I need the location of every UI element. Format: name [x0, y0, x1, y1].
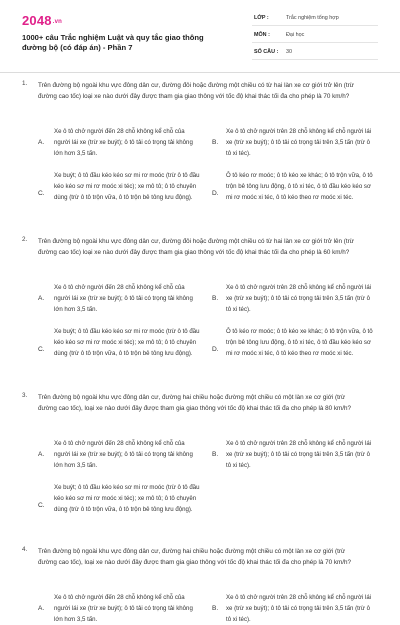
option-text: Xe buýt; ô tô đầu kéo kéo sơ mi rơ moóc (trừ ô tô đầu kéo kéo sơ mi rơ moóc xi téc); xe mô tô; ô tô chuyên dùng (trừ ô tô trộn vữa, ô tô trộn bê tông lưu động).	[54, 172, 200, 201]
option-letter: D.	[212, 190, 219, 197]
meta-label: SỐ CÂU :	[254, 49, 279, 55]
option-text: Xe ô tô chở người trên 28 chỗ không kể chỗ người lái xe (trừ xe buýt); ô tô tải có trọng tải trên 3,5 tấn (trừ ô tô xi téc).	[226, 128, 372, 157]
meta-value: 30	[286, 49, 292, 55]
meta-value: Đại học	[286, 32, 305, 38]
option-letter: A.	[38, 605, 45, 612]
meta-value: Trắc nghiệm tổng hợp	[286, 15, 339, 21]
meta-label: LỚP :	[254, 15, 269, 21]
meta-row-class	[252, 10, 378, 26]
option-text: Xe ô tô chở người đến 28 chỗ không kể chỗ của người lái xe (trừ xe buýt); ô tô tải có trọng tải không lớn hơn 3,5 tấn.	[54, 284, 193, 313]
option-text: Xe ô tô chở người đến 28 chỗ không kể chỗ của người lái xe (trừ xe buýt); ô tô tải có trọng tải không lớn hơn 3,5 tấn.	[54, 128, 193, 157]
question-number: 2.	[22, 236, 28, 243]
question-text: Trên đường bộ ngoài khu vực đông dân cư, đường hai chiều hoặc đường một chiều có một làn xe cơ giới (trừ đường cao tốc), loại xe nào dưới đây được tham gia giao thông với tốc độ khai thác tối đa cho phép là 70 km/h?	[38, 548, 352, 567]
option-letter: B.	[212, 451, 219, 458]
question-text: Trên đường bộ ngoài khu vực đông dân cư, đường đôi hoặc đường một chiều có từ hai làn xe cơ giới trở lên (trừ đường cao tốc) loại xe nào dưới đây được tham gia giao thông với tốc độ khai thác tối đa cho phép là 60 km/h?	[38, 238, 354, 257]
option-letter: C.	[38, 190, 45, 197]
document-meta	[252, 10, 378, 61]
option-text: Xe ô tô chở người trên 28 chỗ không kể chỗ người lái xe (trừ xe buýt); ô tô tải có trọng tải trên 3,5 tấn (trừ ô tô xi téc).	[226, 284, 372, 313]
meta-label: MÔN :	[254, 32, 270, 38]
option-text: Xe ô tô chở người đến 28 chỗ không kể chỗ của người lái xe (trừ xe buýt); ô tô tải có trọng tải không lớn hơn 3,5 tấn.	[54, 440, 193, 469]
meta-row-count	[252, 44, 378, 60]
option-letter: A.	[38, 139, 45, 146]
option-letter: A.	[38, 451, 45, 458]
question-text: Trên đường bộ ngoài khu vực đông dân cư, đường đôi hoặc đường một chiều có từ hai làn xe cơ giới trở lên (trừ đường cao tốc) loại xe nào dưới đây được tham gia giao thông với tốc độ khai thác tối đa cho phép là 70 km/h?	[38, 82, 354, 101]
option-text: Xe ô tô chở người đến 28 chỗ không kể chỗ của người lái xe (trừ xe buýt); ô tô tải có trọng tải không lớn hơn 3,5 tấn.	[54, 594, 193, 623]
site-logo[interactable]	[22, 13, 62, 28]
option-text: Ô tô kéo rơ moóc; ô tô kéo xe khác; ô tô trộn vữa, ô tô trộn bê tông lưu động, ô tô xi téc, ô tô đầu kéo kéo sơ mi rơ moóc xi téc, ô tô kéo theo rơ moóc xi téc.	[226, 172, 373, 201]
page-header	[0, 0, 400, 64]
option-letter: A.	[38, 295, 45, 302]
option-text: Xe ô tô chở người trên 28 chỗ không kể chỗ người lái xe (trừ xe buýt); ô tô tải có trọng tải trên 3,5 tấn (trừ ô tô xi téc).	[226, 440, 372, 469]
option-letter: C.	[38, 502, 45, 509]
question-text: Trên đường bộ ngoài khu vực đông dân cư, đường hai chiều hoặc đường một chiều có một làn xe cơ giới (trừ đường cao tốc), loại xe nào dưới đây được tham gia giao thông với tốc độ khai thác tối đa cho phép là 80 km/h?	[38, 394, 352, 413]
option-letter: D.	[212, 346, 219, 353]
option-text: Xe buýt; ô tô đầu kéo kéo sơ mi rơ moóc (trừ ô tô đầu kéo kéo sơ mi rơ moóc xi téc); xe mô tô; ô tô chuyên dùng (trừ ô tô trộn vữa, ô tô trộn bê tông lưu động).	[54, 484, 200, 513]
option-letter: B.	[212, 139, 219, 146]
logo-suffix: .vn	[52, 18, 63, 25]
document-title: 1000+ câu Trắc nghiệm Luật và quy tắc giao thông đường bộ (có đáp án) - Phần 7	[22, 33, 204, 52]
question-number: 4.	[22, 546, 28, 553]
option-text: Xe ô tô chở người trên 28 chỗ không kể chỗ người lái xe (trừ xe buýt); ô tô tải có trọng tải trên 3,5 tấn (trừ ô tô xi téc).	[226, 594, 372, 623]
question-number: 1.	[22, 80, 28, 87]
option-text: Xe buýt; ô tô đầu kéo kéo sơ mi rơ moóc (trừ ô tô đầu kéo kéo sơ mi rơ moóc xi téc); xe mô tô; ô tô chuyên dùng (trừ ô tô trộn vữa, ô tô trộn bê tông lưu động).	[54, 328, 200, 357]
header-divider	[0, 72, 400, 73]
option-letter: C.	[38, 346, 45, 353]
option-letter: B.	[212, 295, 219, 302]
question-number: 3.	[22, 392, 28, 399]
logo-text: 2048	[22, 13, 52, 28]
option-text: Ô tô kéo rơ moóc; ô tô kéo xe khác; ô tô trộn vữa, ô tô trộn bê tông lưu động, ô tô xi téc, ô tô đầu kéo kéo sơ mi rơ moóc xi téc, ô tô kéo theo rơ moóc xi téc.	[226, 328, 373, 357]
option-letter: B.	[212, 605, 219, 612]
meta-row-subject	[252, 27, 378, 43]
